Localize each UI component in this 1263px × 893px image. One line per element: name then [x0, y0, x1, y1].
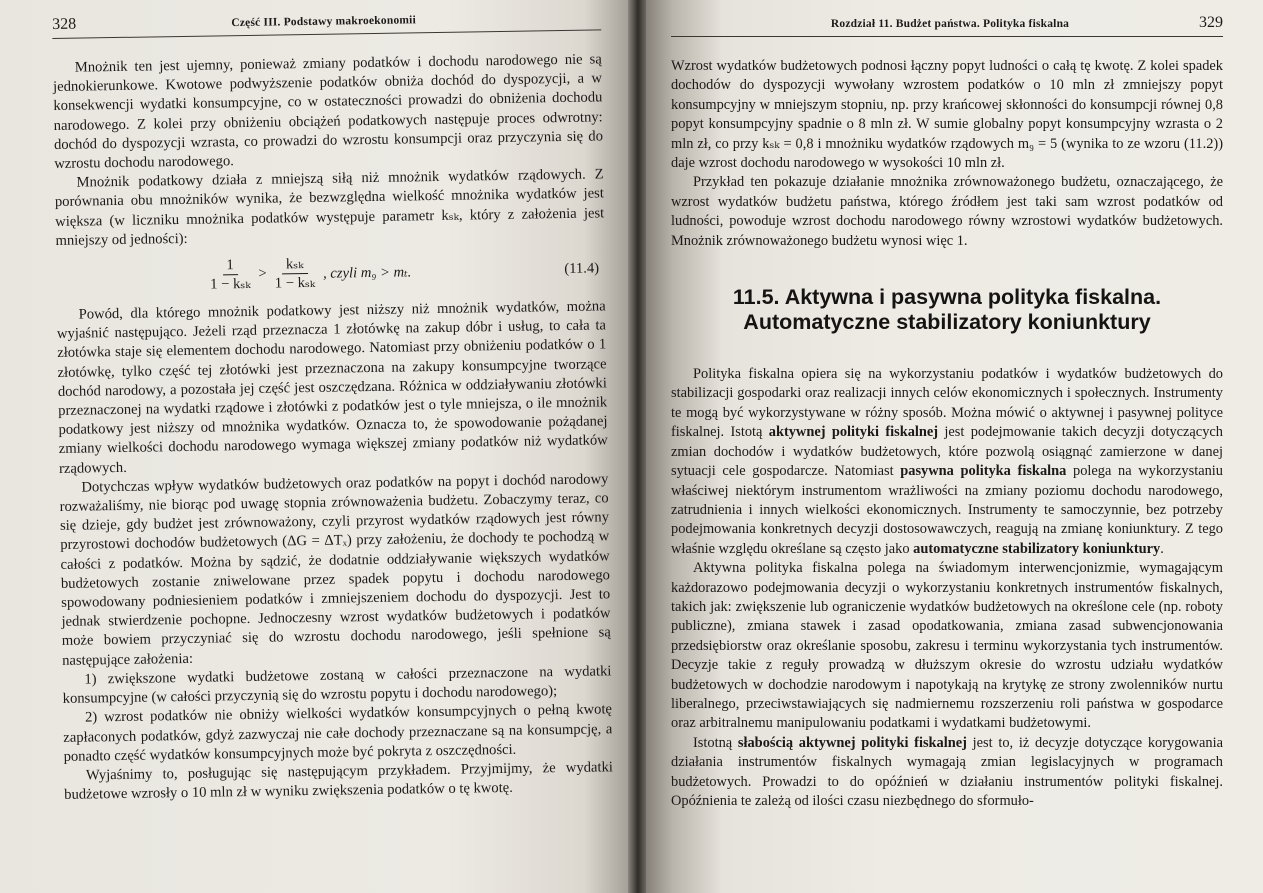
- running-title: Rozdział 11. Budżet państwa. Polityka fiskalna: [830, 18, 1070, 30]
- paragraph: Powód, dla którego mnożnik podatkowy jest niższy niż mnożnik wydatków, można wyjaśnić następująco. Jeżeli rząd przeznacza 1 złotówkę na zakup dóbr i usług, to cała ta złotówka staje się elementem dochodu narodowego. Natomiast przy obniżeniu podatków o 1 złotówkę, tylko część tej złotówki jest przeznaczona na zakupy konsumpcyjne tworzące dochód narodowy, a pozostała jej część jest oszczędzana. Różnica w oddziaływaniu złotówki przeznaczonej na wydatki rządowe i złotówki z podatków jest o tyle mniejsza, o ile mnożnik podatkowy jest niższy od mnożnika wydatków. Oznacza to, że spowodowanie pożądanej zmiany wielkości dochodu narodowego wymaga większej zmiany podatków niż wydatków rządowych.: [56, 298, 608, 477]
- running-title: Część III. Podstawy makroekonomii: [231, 14, 417, 30]
- fraction-rhs: $\frac{\text{kₛₖ}}{\text{1 − kₛₖ}}$: [274, 256, 316, 292]
- section-heading: 11.5. Aktywna i pasywna polityka fiskalna. Automatyczne stabilizatory koniunktury: [732, 285, 1162, 335]
- list-item: 2) wzrost podatków nie obniży wielkości wydatków konsumpcyjnych o pełną kwotę zapłaconych podatków, gdyż zazwyczaj nie całe dochody przeznaczane są na konsumpcję, a ponadto część wydatków konsumpcyjnych może być pokryta z oszczędności.: [63, 701, 613, 765]
- left-page-body: [52, 7, 613, 805]
- equation-11-4: $\frac{1}{\text{1 − kₛₖ}}$ > $\frac{\text{kₛₖ}}{\text{1 − kₛₖ}}$ , czyli m₉ > mₜ. (11.4): [210, 256, 600, 293]
- bold-term: pasywna polityka fiskalna: [900, 463, 1067, 480]
- list-item: 1) zwiększone wydatki budżetowe zostaną w całości przeznaczone na wydatki konsumpcyjne (w całości przyczynią się do wzrostu popytu i dochodu narodowego);: [62, 663, 612, 708]
- equation-number: (11.4): [564, 260, 600, 278]
- paragraph: Mnożnik podatkowy działa z mniejszą siłą niż mnożnik wydatków rządowych. Z porównania obu mnożników wynika, że bezwzględna wielkość mnożnika wydatków jest większa (w liczniku mnożnika podatków występuje parametr kₛₖ, który z założenia jest mniejszy od jedności):: [54, 166, 605, 249]
- bold-term: automatyczne stabilizatory koniunktury: [913, 540, 1161, 557]
- fraction-lhs: $\frac{1}{\text{1 − kₛₖ}}$: [210, 257, 251, 293]
- bold-term: aktywnej polityki fiskalnej: [768, 424, 939, 441]
- page-number: 328: [52, 15, 77, 33]
- bold-term: słabością aktywnej polityki fiskalnej: [737, 734, 967, 751]
- paragraph: Wzrost wydatków budżetowych podnosi łączny popyt ludności o całą tę kwotę. Z kolei spadek dochodów do dyspozycji wywołany wzrostem podatków o 10 mln zł zmniejszy popyt konsumpcyjny w mniejszym stopniu, np. przy krańcowej skłonności do konsumpcji równej 0,8 popyt konsumpcyjny spadnie o 8 mln zł. W sumie globalny popyt konsumpcyjny wzrasta o 2 mln zł, co przy kₛₖ = 0,8 i mnożniku wydatków rządowych m₉ = 5 (wynika to ze wzoru (11.2)) daje wzrost dochodu narodowego w wysokości 10 mln zł.: [671, 58, 1223, 172]
- right-page: [635, 0, 1263, 893]
- right-running-head: [671, 14, 1223, 37]
- paragraph: Wyjaśnimy to, posługując się następującym przykładem. Przyjmijmy, że wydatki budżetowe wzrosły o 10 mln zł w wyniku zwiększenia podatków o tę kwotę.: [64, 759, 613, 804]
- paragraph: Aktywna polityka fiskalna polega na świadomym interwencjonizmie, wymagającym każdorazowo podejmowania decyzji o wykorzystaniu konkretnych instrumentów fiskalnych, takich jak: zwiększenie lub ograniczenie wydatków budżetowych na określone cele (np. roboty publiczne), zmiana stawek i zasad opodatkowania, zmiana zasad subwencjonowania przedsiębiorstw oraz określanie sposobu, zakresu i terminu wykorzystania tych instrumentów. Decyzje takie z reguły prowadzą w dłuższym okresie do wzrostu udziału wydatków budżetowych w dochodzie narodowym i napotykają na krytykę ze strony zwolenników nurtu liberalnego, przeciwstawiających się nadmiernemu rozszerzeniu roli państwa w gospodarce oraz arbitralnemu manipulowaniu podatkami i wydatkami budżetowymi.: [671, 560, 1223, 732]
- book-gutter: [628, 0, 646, 893]
- paragraph: Dotychczas wpływ wydatków budżetowych oraz podatków na popyt i dochód narodowy rozważaliśmy, nie biorąc pod uwagę stopnia zrównoważenia budżetu. Zobaczymy teraz, co się dzieje, gdy budżet jest zrównoważony, czyli przyrost wydatków rządowych jest równy przyrostowi dochodów budżetowych (ΔG = ΔTₓ) przy założeniu, że dochody te pochodzą w całości z podatków. Można by sądzić, że dodatnie oddziaływanie większych wydatków budżetowych zostanie zniwelowane przez spadek popytu i dochodu narodowego spowodowany podniesieniem podatków i zmniejszeniem dochodu do dyspozycji. Jest to jednak stwierdzenie pochopne. Jednoczesny wzrost wydatków budżetowych i podatków może bowiem przyczyniać się do wzrostu dochodu narodowego, jeśli spełnione są następujące założenia:: [59, 471, 611, 669]
- paragraph: Istotną słabością aktywnej polityki fiskalnej jest to, iż decyzje dotyczące korygowania działania instrumentów fiskalnych wymagają zmian legislacyjnych w programach budżetowych. Prowadzi to do opóźnień w działaniu instrumentów polityki fiskalnej. Opóźnienia te zależą od ilości czasu niezbędnego do sformuło-: [671, 734, 1223, 809]
- paragraph: Przykład ten pokazuje działanie mnożnika zrównoważonego budżetu, oznaczającego, że wzrost wydatków budżetu państwa, którego źródłem jest taki sam wzrost podatków od ludności, powoduje wzrost dochodu narodowego równy wzrostowi wydatków budżetowych. Mnożnik zrównoważonego budżetu wynosi więc 1.: [671, 174, 1223, 249]
- right-page-body: [671, 14, 1223, 811]
- paragraph: Mnożnik ten jest ujemny, ponieważ zmiany podatków i dochodu narodowego nie są jednokierunkowe. Kwotowe podwyższenie podatków obniża dochód do dyspozycji, a w konsekwencji wydatki konsumpcyjne, co w ostateczności prowadzi do obniżenia dochodu narodowego. Z kolei przy obniżeniu obciążeń podatkowych następuje proces odwrotny: dochód do dyspozycji wzrasta, co prowadzi do wzrostu konsumpcji oraz przyczynia się do wzrostu dochodu narodowego.: [52, 51, 604, 172]
- page-number: 329: [1199, 14, 1223, 31]
- paragraph: Polityka fiskalna opiera się na wykorzystaniu podatków i wydatków budżetowych do stabilizacji gospodarki oraz realizacji innych celów ekonomicznych i społecznych. Instrumenty te mogą być wykorzystywane w różny sposób. Można mówić o aktywnej i pasywnej polityce fiskalnej. Istotą aktywnej polityki fiskalnej jest podejmowanie takich decyzji dotyczących zmian dochodów i wydatków budżetowych, które pozwolą osiągnąć zamierzone w danej sytuacji cele gospodarcze. Natomiast pasywna polityka fiskalna polega na wykorzystaniu właściwej niektórym instrumentom wrażliwości na zmiany poziomu dochodu narodowego, zatrudnienia i innych wielkości ekonomicznych. Instrumenty te samoczynnie, bez potrzeby podejmowania konkretnych decyzji dostosowawczych, reagują na zmianę koniunktury. Z tego właśnie względu określane są często jako automatyczne stabilizatory koniunktury.: [671, 366, 1224, 557]
- left-running-head: [52, 7, 601, 39]
